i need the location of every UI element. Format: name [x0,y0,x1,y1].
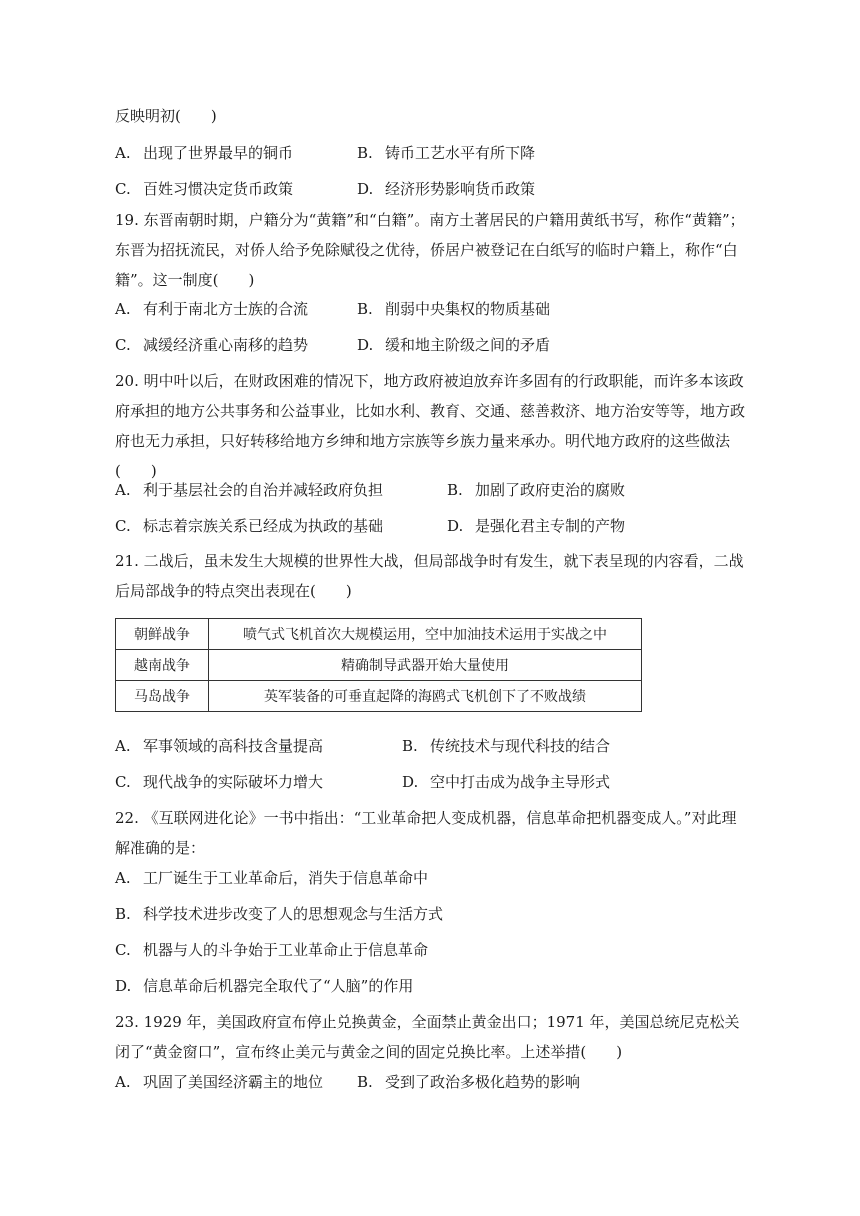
q19-option-b[interactable]: B. 削弱中央集权的物质基础 [357,300,551,318]
table-row [116,650,642,681]
q20-option-a[interactable]: A. 利于基层社会的自治并减轻政府负担 [115,481,384,499]
table-row [116,619,642,650]
q21-option-d[interactable]: D. 空中打击成为战争主导形式 [402,773,611,791]
q21-war-table [115,618,642,712]
q21-option-a[interactable]: A. 军事领域的高科技含量提高 [115,737,324,755]
q18-option-c[interactable]: C. 百姓习惯决定货币政策 [115,180,294,198]
q23-option-b[interactable]: B. 受到了政治多极化趋势的影响 [357,1073,581,1091]
q18-option-d[interactable]: D. 经济形势影响货币政策 [357,180,536,198]
q22-stem: 22. 《互联网进化论》一书中指出：“工业革命把人变成机器，信息革命把机器变成人。”对此理解准确的是： [115,809,737,857]
q22-option-c[interactable]: C. 机器与人的斗争始于工业革命止于信息革命 [115,941,429,959]
war-desc-cell: 喷气式飞机首次大规模运用，空中加油技术运用于实战之中 [209,619,642,650]
q22-option-d[interactable]: D. 信息革命后机器完全取代了“人脑”的作用 [115,977,414,995]
q23-stem: 23. 1929 年，美国政府宣布停止兑换黄金，全面禁止黄金出口；1971 年，美国总统尼克松关闭了“黄金窗口”，宣布终止美元与黄金之间的固定兑换比率。上述举措( ) [115,1013,740,1061]
q19-option-a[interactable]: A. 有利于南北方士族的合流 [115,300,309,318]
q21-option-c[interactable]: C. 现代战争的实际破坏力增大 [115,773,324,791]
q20-option-d[interactable]: D. 是强化君主专制的产物 [447,517,626,535]
q22-option-a[interactable]: A. 工厂诞生于工业革命后，消失于信息革命中 [115,869,429,887]
war-desc-cell: 精确制导武器开始大量使用 [209,650,642,681]
war-name-cell: 马岛战争 [116,681,209,712]
q20-option-b[interactable]: B. 加剧了政府吏治的腐败 [447,481,626,499]
q18-option-a[interactable]: A. 出现了世界最早的铜币 [115,144,294,162]
q21-stem: 21. 二战后，虽未发生大规模的世界性大战，但局部战争时有发生，就下表呈现的内容看，二战后局部战争的特点突出表现在( ) [115,552,744,600]
q22-option-b[interactable]: B. 科学技术进步改变了人的思想观念与生活方式 [115,905,444,923]
q19-stem: 19. 东晋南朝时期，户籍分为“黄籍”和“白籍”。南方土著居民的户籍用黄纸书写，称作“黄籍”；东晋为招抚流民，对侨人给予免除赋役之优待，侨居户被登记在白纸写的临时户籍上，称作“白籍”。这一制度( ) [115,211,745,289]
q20-stem: 20. 明中叶以后，在财政困难的情况下，地方政府被迫放弃许多固有的行政职能，而许多本该政府承担的地方公共事务和公益事业，比如水利、教育、交通、慈善救济、地方治安等等，地方政府也无力承担，只好转移给地方乡绅和地方宗族等乡族力量来承办。明代地方政府的这些做法( ) [115,372,746,480]
war-name-cell: 朝鲜战争 [116,619,209,650]
war-name-cell: 越南战争 [116,650,209,681]
q18-stem-tail: 反映明初( ) [115,107,217,125]
table-row [116,681,642,712]
q19-option-d[interactable]: D. 缓和地主阶级之间的矛盾 [357,336,551,354]
q19-option-c[interactable]: C. 减缓经济重心南移的趋势 [115,336,309,354]
q21-option-b[interactable]: B. 传统技术与现代科技的结合 [402,737,611,755]
q23-option-a[interactable]: A. 巩固了美国经济霸主的地位 [115,1073,324,1091]
q20-option-c[interactable]: C. 标志着宗族关系已经成为执政的基础 [115,517,384,535]
war-desc-cell: 英军装备的可垂直起降的海鸥式飞机创下了不败战绩 [209,681,642,712]
q18-option-b[interactable]: B. 铸币工艺水平有所下降 [357,144,536,162]
